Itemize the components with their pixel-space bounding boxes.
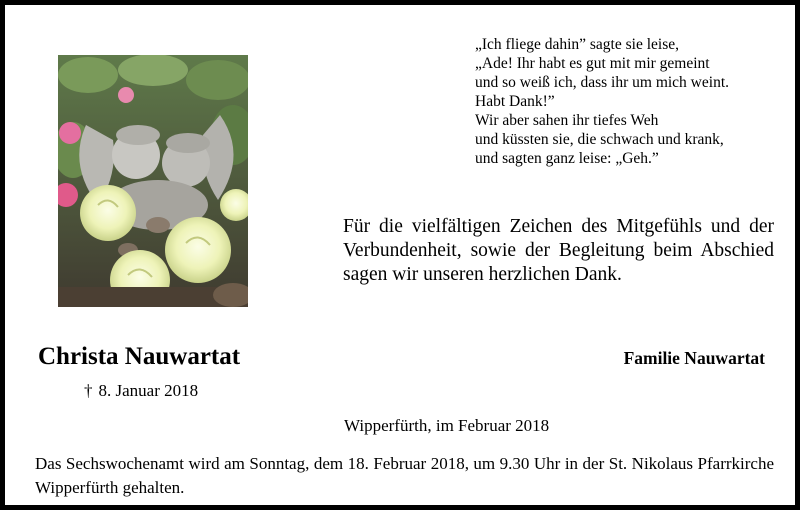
mass-notice: Das Sechswochenamt wird am Sonntag, dem 18. Februar 2018, um 9.30 Uhr in der St. Nikolaus Pfarrkirche Wipperfürth gehalten. — [35, 454, 774, 497]
cross-icon: † — [84, 381, 93, 400]
photo-illustration — [58, 55, 248, 307]
poem-line: „Ich fliege dahin” sagte sie leise, — [475, 36, 679, 53]
thanks-text: Für die vielfältigen Zeichen des Mitgefühls und der Verbundenheit, sowie der Begleitung beim Abschied sagen wir unseren herzlichen Dank. — [343, 216, 774, 285]
poem-line: „Ade! Ihr habt es gut mit mir gemeint — [475, 55, 710, 72]
poem-line: Wir aber sahen ihr tiefes Weh — [475, 112, 659, 129]
angel-roses-photo — [58, 55, 248, 307]
death-date-text: 8. Januar 2018 — [98, 381, 199, 400]
poem-line: und sagten ganz leise: „Geh.” — [475, 150, 659, 167]
poem-line: und küssten sie, die schwach und krank, — [475, 131, 724, 148]
place-date: Wipperfürth, im Februar 2018 — [344, 416, 550, 435]
family-signature: Familie Nauwartat — [623, 348, 765, 368]
poem — [475, 35, 795, 168]
deceased-name: Christa Nauwartat — [38, 343, 241, 370]
poem-line: Habt Dank!” — [475, 93, 555, 110]
poem-line: und so weiß ich, dass ihr um mich weint. — [475, 74, 729, 91]
death-date — [84, 381, 198, 401]
